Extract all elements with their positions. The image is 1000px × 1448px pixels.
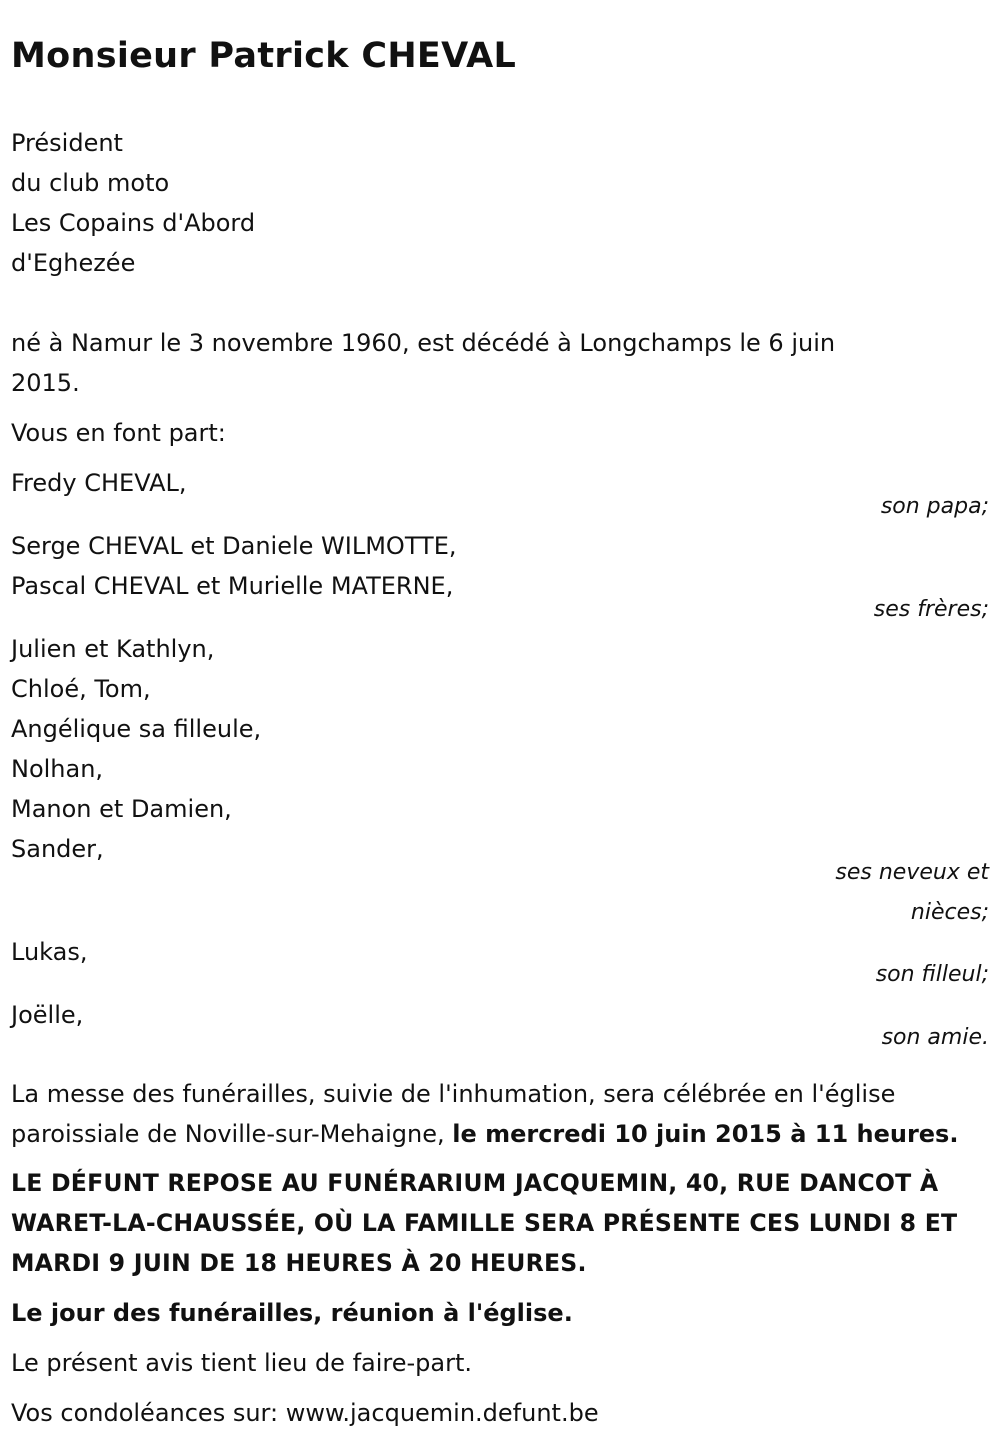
family-name: Fredy CHEVAL, xyxy=(11,469,187,497)
family-nephews xyxy=(11,629,989,869)
repose-line: WARET-LA-CHAUSSÉE, OÙ LA FAMILLE SERA PRÉSENTE CES LUNDI 8 ET xyxy=(11,1209,958,1237)
mass-line-2 xyxy=(11,1114,989,1154)
repose-paragraph xyxy=(11,1163,989,1283)
relation-label: nièces; xyxy=(910,900,989,925)
intro-text xyxy=(11,413,989,453)
role-line: d'Eghezée xyxy=(11,249,136,277)
family-name: Julien et Kathlyn, xyxy=(11,635,215,663)
birth-death-line: 2015. xyxy=(11,369,80,397)
birth-death-line: né à Namur le 3 novembre 1960, est décédé à Longchamps le 6 juin xyxy=(11,329,836,357)
family-father-relation xyxy=(11,488,989,526)
family-name: Manon et Damien, xyxy=(11,795,232,823)
family-name: Lukas, xyxy=(11,938,88,966)
intro-line: Vous en font part: xyxy=(11,419,226,447)
birth-death-paragraph xyxy=(11,323,989,403)
family-friend-relation xyxy=(11,1019,989,1057)
family-name: Chloé, Tom, xyxy=(11,675,151,703)
repose-line: LE DÉFUNT REPOSE AU FUNÉRARIUM JACQUEMIN, 40, RUE DANCOT À xyxy=(11,1169,939,1197)
family-godson-relation xyxy=(11,956,989,994)
role-line: du club moto xyxy=(11,169,170,197)
notice-text xyxy=(11,1343,989,1383)
mass-place: paroissiale de Noville-sur-Mehaigne, xyxy=(11,1120,453,1148)
mass-line: La messe des funérailles, suivie de l'inhumation, sera célébrée en l'église xyxy=(11,1080,896,1108)
relation-label: son amie. xyxy=(881,1025,989,1050)
role-block xyxy=(11,123,989,283)
relation-label: son papa; xyxy=(880,494,989,519)
family-name: Sander, xyxy=(11,835,104,863)
role-line: Président xyxy=(11,129,123,157)
family-name: Nolhan, xyxy=(11,755,104,783)
funeral-day-note xyxy=(11,1293,989,1333)
relation-label: ses neveux et xyxy=(835,860,989,885)
mass-paragraph xyxy=(11,1074,989,1154)
condolences-text xyxy=(11,1393,989,1433)
family-name: Joëlle, xyxy=(11,1001,84,1029)
notice-line: Le présent avis tient lieu de faire-part. xyxy=(11,1349,473,1377)
role-line: Les Copains d'Abord xyxy=(11,209,256,237)
relation-label: son filleul; xyxy=(875,962,989,987)
relation-label: ses frères; xyxy=(873,597,989,622)
mass-date-time: le mercredi 10 juin 2015 à 11 heures. xyxy=(452,1120,959,1148)
repose-line: MARDI 9 JUIN DE 18 HEURES À 20 HEURES. xyxy=(11,1249,587,1277)
family-name: Angélique sa filleule, xyxy=(11,715,262,743)
condolences-line: Vos condoléances sur: www.jacquemin.defunt.be xyxy=(11,1399,599,1427)
family-nephews-relation xyxy=(11,853,989,933)
page-title: Monsieur Patrick CHEVAL xyxy=(11,36,517,76)
family-brothers-relation xyxy=(11,591,989,629)
funeral-day-line: Le jour des funérailles, réunion à l'église. xyxy=(11,1299,573,1327)
family-name: Serge CHEVAL et Daniele WILMOTTE, xyxy=(11,532,457,560)
family-name: Pascal CHEVAL et Murielle MATERNE, xyxy=(11,572,454,600)
